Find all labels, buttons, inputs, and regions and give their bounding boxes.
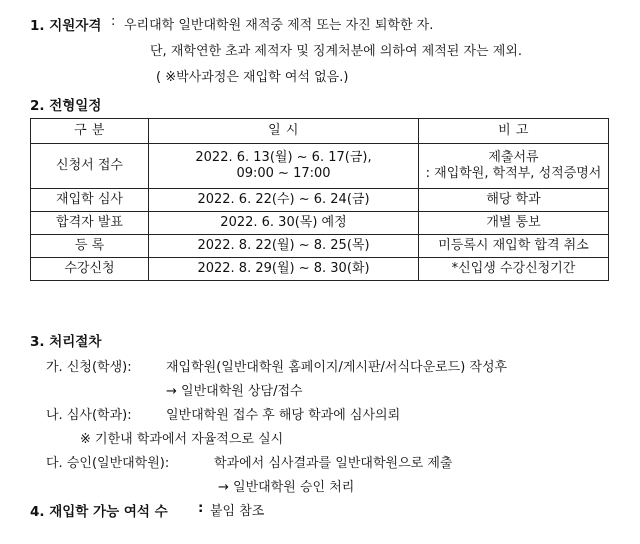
header-date: 일 시 [149, 119, 419, 144]
table-row [31, 258, 609, 281]
row-note-line-2: : 재입학원, 학적부, 성적증명서 [425, 166, 602, 181]
row-date: 2022. 8. 22(월) ~ 8. 25(목) [149, 235, 419, 258]
section1-title: 1. 지원자격 [30, 18, 102, 34]
row-date: 2022. 8. 29(월) ~ 8. 30(화) [149, 258, 419, 281]
row-note: 해당 학과 [419, 189, 609, 212]
eligibility-line-1: 우리대학 일반대학원 재적중 제적 또는 자진 퇴학한 자. [124, 18, 434, 33]
row-note: 개별 통보 [419, 212, 609, 235]
step-b-text: 일반대학원 접수 후 해당 학과에 심사의뢰 [166, 408, 401, 423]
table-row [31, 189, 609, 212]
table-row [31, 212, 609, 235]
row-category: 재입학 심사 [31, 189, 149, 212]
row-date: 2022. 6. 30(목) 예정 [149, 212, 419, 235]
row-note: *신입생 수강신청기간 [419, 258, 609, 281]
row-date: 2022. 6. 22(수) ~ 6. 24(금) [149, 189, 419, 212]
header-note: 비 고 [419, 119, 609, 144]
step-c-sub: → 일반대학원 승인 처리 [218, 480, 355, 495]
section1-colon: : [111, 14, 116, 29]
seats-reference: 붙임 참조 [210, 504, 265, 519]
header-category: 구 분 [31, 119, 149, 144]
row-category: 수강신청 [31, 258, 149, 281]
step-b-sub: ※ 기한내 학과에서 자율적으로 실시 [80, 432, 284, 447]
section4-colon: : [198, 500, 204, 516]
section3-title: 3. 처리절차 [30, 334, 102, 350]
step-a-sub: → 일반대학원 상담/접수 [166, 384, 303, 399]
row-date-line-2: 09:00 ~ 17:00 [236, 166, 331, 181]
step-c-text: 학과에서 심사결과를 일반대학원으로 제출 [214, 456, 453, 471]
eligibility-note: ( ※박사과정은 재입학 여석 없음.) [156, 70, 349, 85]
row-note [419, 144, 609, 189]
step-c-label: 다. 승인(일반대학원): [46, 456, 170, 471]
table-row [31, 235, 609, 258]
section4-title: 4. 재입학 가능 여석 수 [30, 504, 168, 520]
schedule-table [30, 118, 609, 281]
row-date-line-1: 2022. 6. 13(월) ~ 6. 17(금), [195, 150, 372, 165]
step-b-label: 나. 심사(학과): [46, 408, 132, 423]
eligibility-line-2: 단, 재학연한 초과 제적자 및 징계처분에 의하여 제적된 자는 제외. [150, 44, 522, 59]
row-note-line-1: 제출서류 [488, 150, 539, 165]
row-note: 미등록시 재입학 합격 취소 [419, 235, 609, 258]
schedule-header-row [31, 119, 609, 144]
table-row [31, 144, 609, 189]
row-category: 등 록 [31, 235, 149, 258]
step-a-text: 재입학원(일반대학원 홈페이지/게시판/서식다운로드) 작성후 [166, 360, 508, 375]
row-category: 신청서 접수 [31, 144, 149, 189]
section2-title: 2. 전형일정 [30, 98, 102, 114]
row-date [149, 144, 419, 189]
row-category: 합격자 발표 [31, 212, 149, 235]
step-a-label: 가. 신청(학생): [46, 360, 132, 375]
